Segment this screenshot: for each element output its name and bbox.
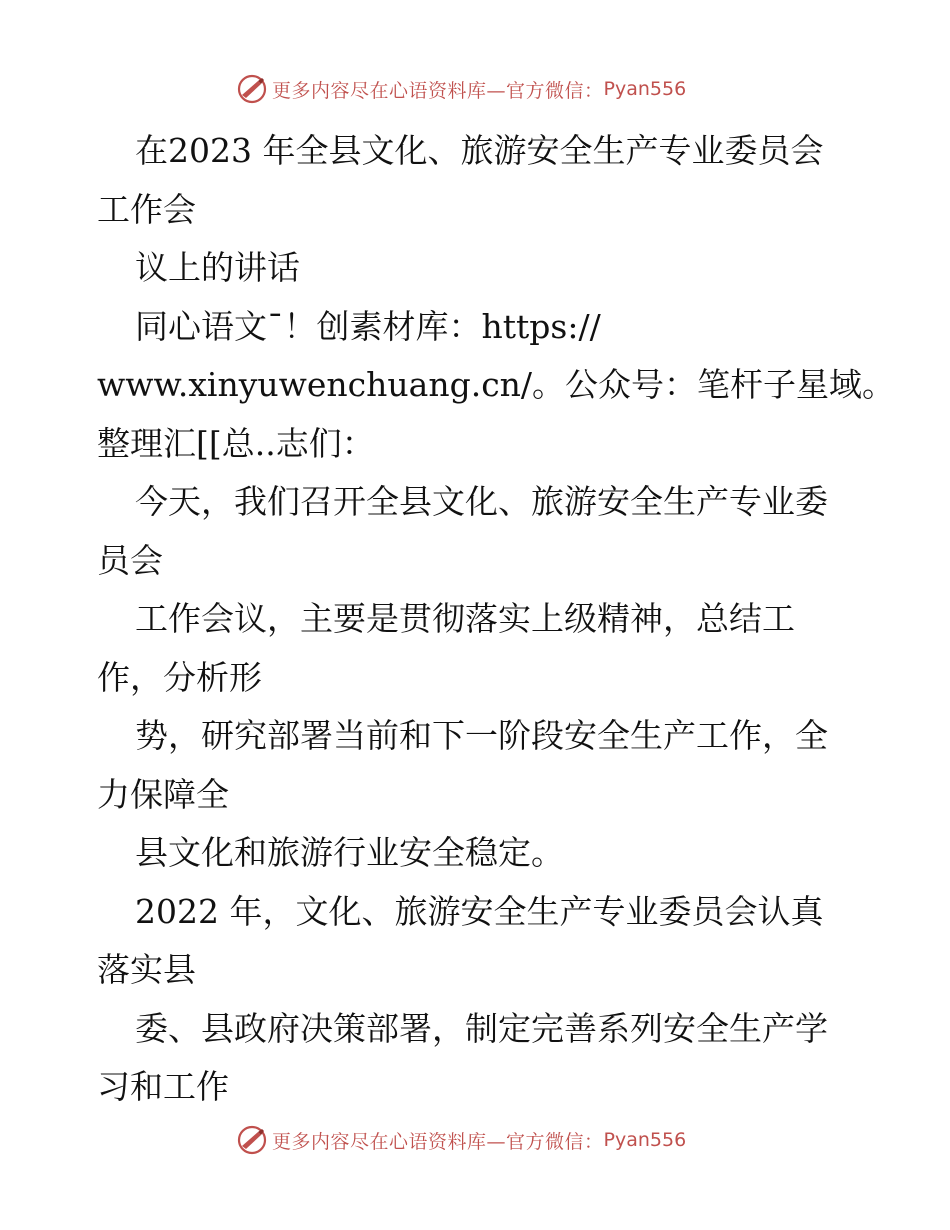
text-line: 势，研究部署当前和下一阶段安全生产工作，全 [135, 716, 828, 755]
text-line: 工作会议，主要是贯彻落实上级精神，总结工 [135, 599, 795, 638]
text-line: 同心语文¯！创素材库：https:// [135, 306, 601, 346]
banner-text: 更多内容尽在心语资料库—官方微信： [272, 1130, 604, 1153]
text-line: 工作会 [97, 189, 196, 229]
pen-logo-icon [236, 73, 268, 105]
header-banner [236, 72, 686, 106]
text-line: 作，分析形 [97, 657, 262, 697]
footer-banner [236, 1123, 686, 1157]
text-line: 议上的讲话 [135, 248, 300, 287]
wechat-id: Pyan556 [603, 1129, 687, 1151]
pen-logo-icon [236, 1124, 268, 1156]
text-line: 今天，我们召开全县文化、旅游安全生产专业委 [135, 482, 828, 521]
text-line: 委、县政府决策部署，制定完善系列安全生产学 [135, 1008, 828, 1048]
text-line: 县文化和旅游行业安全稳定。 [135, 833, 564, 872]
text-line: www.xinyuwenchuang.cn/。公众号：笔杆子星域。 [97, 365, 896, 404]
text-line: 2022 年，文化、旅游安全生产专业委员会认真 [135, 891, 824, 931]
text-line: 落实县 [97, 950, 196, 989]
wechat-id: Pyan556 [603, 78, 687, 100]
text-line: 在2023 年全县文化、旅游安全生产专业委员会 [135, 131, 824, 170]
banner-text: 更多内容尽在心语资料库—官方微信： [272, 79, 604, 102]
document-body [97, 122, 896, 1117]
text-line: 员会 [97, 540, 163, 580]
text-line: 整理汇[[总..志们： [97, 423, 375, 463]
text-line: 习和工作 [97, 1067, 229, 1106]
text-line: 力保障全 [97, 774, 229, 814]
